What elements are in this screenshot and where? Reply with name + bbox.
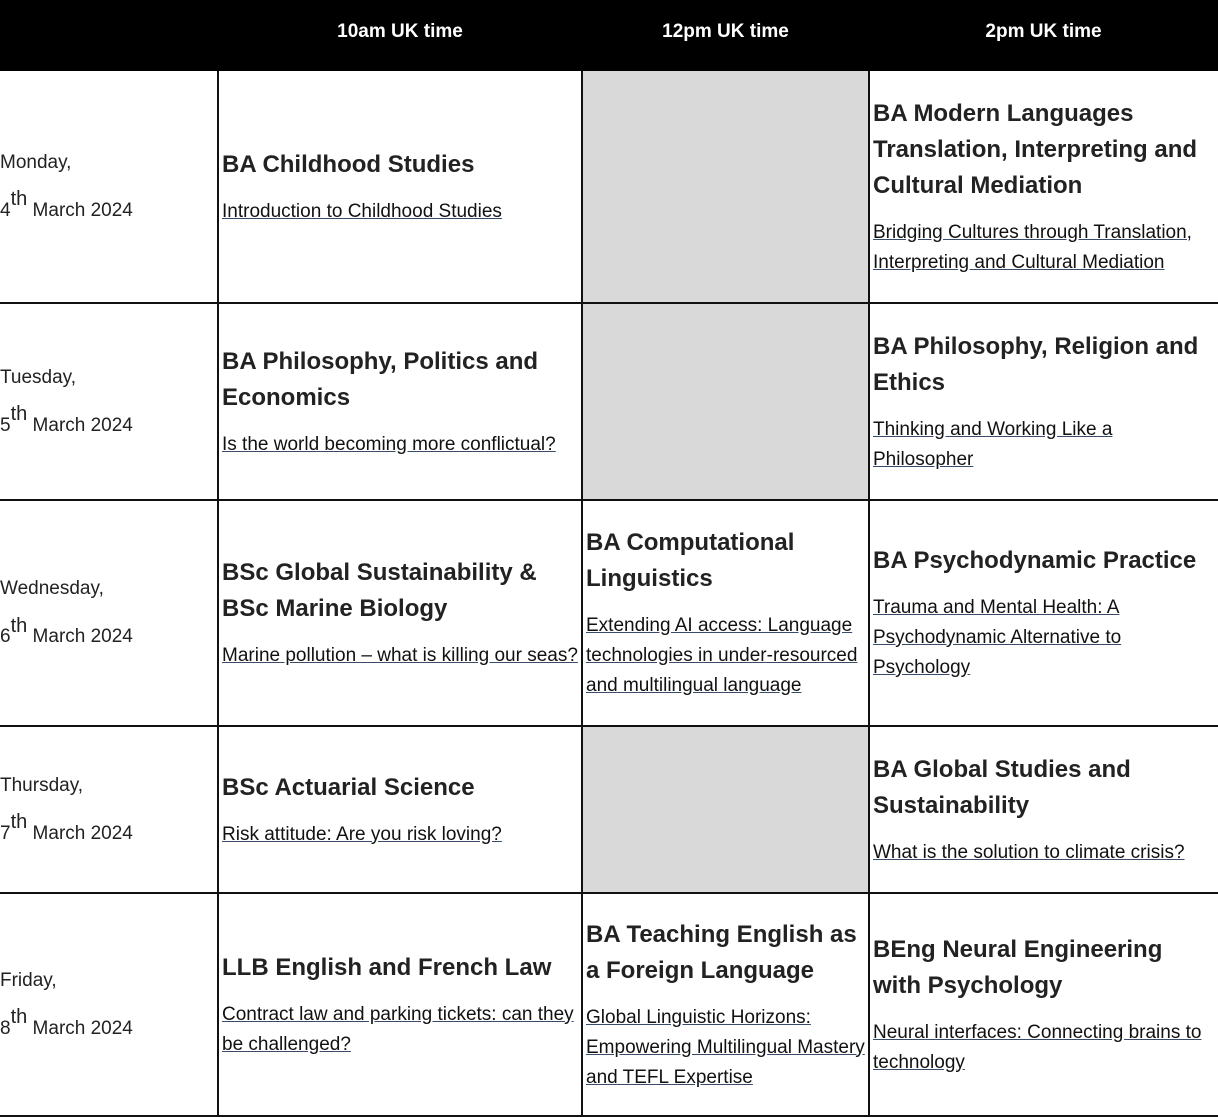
slot-12pm-empty [582, 71, 869, 303]
slot-12pm [582, 500, 869, 726]
slot-10am [218, 726, 582, 893]
date-suffix: th [10, 1006, 28, 1029]
header-2pm [869, 0, 1218, 71]
programme-title: BSc Actuarial Science [222, 773, 475, 801]
date-suffix: th [10, 188, 28, 211]
day-cell [0, 726, 218, 893]
day-name: Thursday, [0, 774, 84, 796]
programme-title: BSc Global Sustainability & BSc Marine Biology [222, 559, 537, 622]
header-day-column [0, 0, 218, 71]
date-month-year: March 2024 [27, 822, 133, 844]
slot-10am [218, 893, 582, 1116]
slot-10am [218, 303, 582, 500]
lecture-link[interactable]: Thinking and Working Like a Philosopher [873, 418, 1113, 470]
day-date [0, 614, 217, 650]
date-number: 6 [0, 626, 11, 647]
header-12pm-label: 12pm UK time [662, 20, 789, 42]
slot-2pm [869, 726, 1218, 893]
date-number: 7 [0, 822, 11, 844]
day-name: Wednesday, [0, 578, 104, 599]
lecture-link[interactable]: Extending AI access: Language technologies in under-resourced and multilingual language [586, 615, 858, 696]
day-date [0, 188, 217, 224]
lecture-link[interactable]: Is the world becoming more conflictual? [222, 433, 556, 455]
header-10am [218, 0, 582, 71]
day-cell [0, 303, 218, 500]
day-date [0, 403, 217, 439]
lecture-link[interactable]: Bridging Cultures through Translation, Interpreting and Cultural Mediation [873, 221, 1192, 273]
date-month-year: March 2024 [27, 1017, 133, 1039]
slot-12pm [582, 893, 869, 1116]
slot-10am [218, 71, 582, 303]
header-2pm-label: 2pm UK time [985, 20, 1102, 42]
programme-title: BA Childhood Studies [222, 150, 475, 178]
date-month-year: March 2024 [27, 626, 133, 647]
day-cell [0, 71, 218, 303]
slot-12pm-empty [582, 303, 869, 500]
day-date [0, 1006, 217, 1042]
date-number: 5 [0, 414, 11, 436]
lecture-link[interactable]: Contract law and parking tickets: can they be challenged? [222, 1003, 574, 1055]
day-name: Monday, [0, 151, 72, 173]
day-name: Friday, [0, 969, 57, 991]
header-10am-label: 10am UK time [337, 20, 463, 42]
lecture-link[interactable]: Trauma and Mental Health: A Psychodynamic Alternative to Psychology [873, 597, 1122, 678]
slot-12pm-empty [582, 726, 869, 893]
programme-title: LLB English and French Law [222, 953, 552, 981]
lecture-link[interactable]: Introduction to Childhood Studies [222, 200, 502, 222]
lecture-link[interactable]: What is the solution to climate crisis? [873, 841, 1185, 863]
date-suffix: th [10, 403, 28, 426]
header-12pm [582, 0, 869, 71]
day-name: Tuesday, [0, 366, 77, 388]
slot-2pm [869, 303, 1218, 500]
slot-2pm [869, 893, 1218, 1116]
date-number: 4 [0, 199, 11, 221]
lecture-link[interactable]: Marine pollution – what is killing our seas? [222, 645, 578, 666]
table-row-tuesday [0, 303, 1218, 500]
date-suffix: th [10, 614, 28, 637]
slot-2pm [869, 71, 1218, 303]
slot-10am [218, 500, 582, 726]
day-cell [0, 893, 218, 1116]
programme-title: BA Philosophy, Politics and Economics [222, 347, 539, 411]
header-row [0, 0, 1218, 71]
programme-title: BA Modern Languages Translation, Interpreting and Cultural Mediation [873, 99, 1198, 199]
lecture-link[interactable]: Global Linguistic Horizons: Empowering Multilingual Mastery and TEFL Expertise [586, 1006, 865, 1088]
day-date [0, 811, 217, 847]
table-row-thursday [0, 726, 1218, 893]
day-cell [0, 500, 218, 726]
programme-title: BA Psychodynamic Practice [873, 547, 1197, 574]
programme-title: BA Computational Linguistics [586, 529, 795, 592]
lecture-link[interactable]: Risk attitude: Are you risk loving? [222, 823, 502, 845]
table-row-friday [0, 893, 1218, 1116]
programme-title: BA Teaching English as a Foreign Language [586, 920, 857, 984]
programme-title: BEng Neural Engineering with Psychology [873, 935, 1163, 999]
lecture-link[interactable]: Neural interfaces: Connecting brains to technology [873, 1021, 1202, 1073]
date-month-year: March 2024 [27, 199, 133, 221]
table-row-wednesday [0, 500, 1218, 726]
programme-title: BA Global Studies and Sustainability [873, 755, 1131, 819]
date-number: 8 [0, 1017, 11, 1039]
programme-title: BA Philosophy, Religion and Ethics [873, 332, 1199, 396]
table-row-monday [0, 71, 1218, 303]
date-month-year: March 2024 [27, 414, 133, 436]
slot-2pm [869, 500, 1218, 726]
date-suffix: th [10, 811, 28, 834]
